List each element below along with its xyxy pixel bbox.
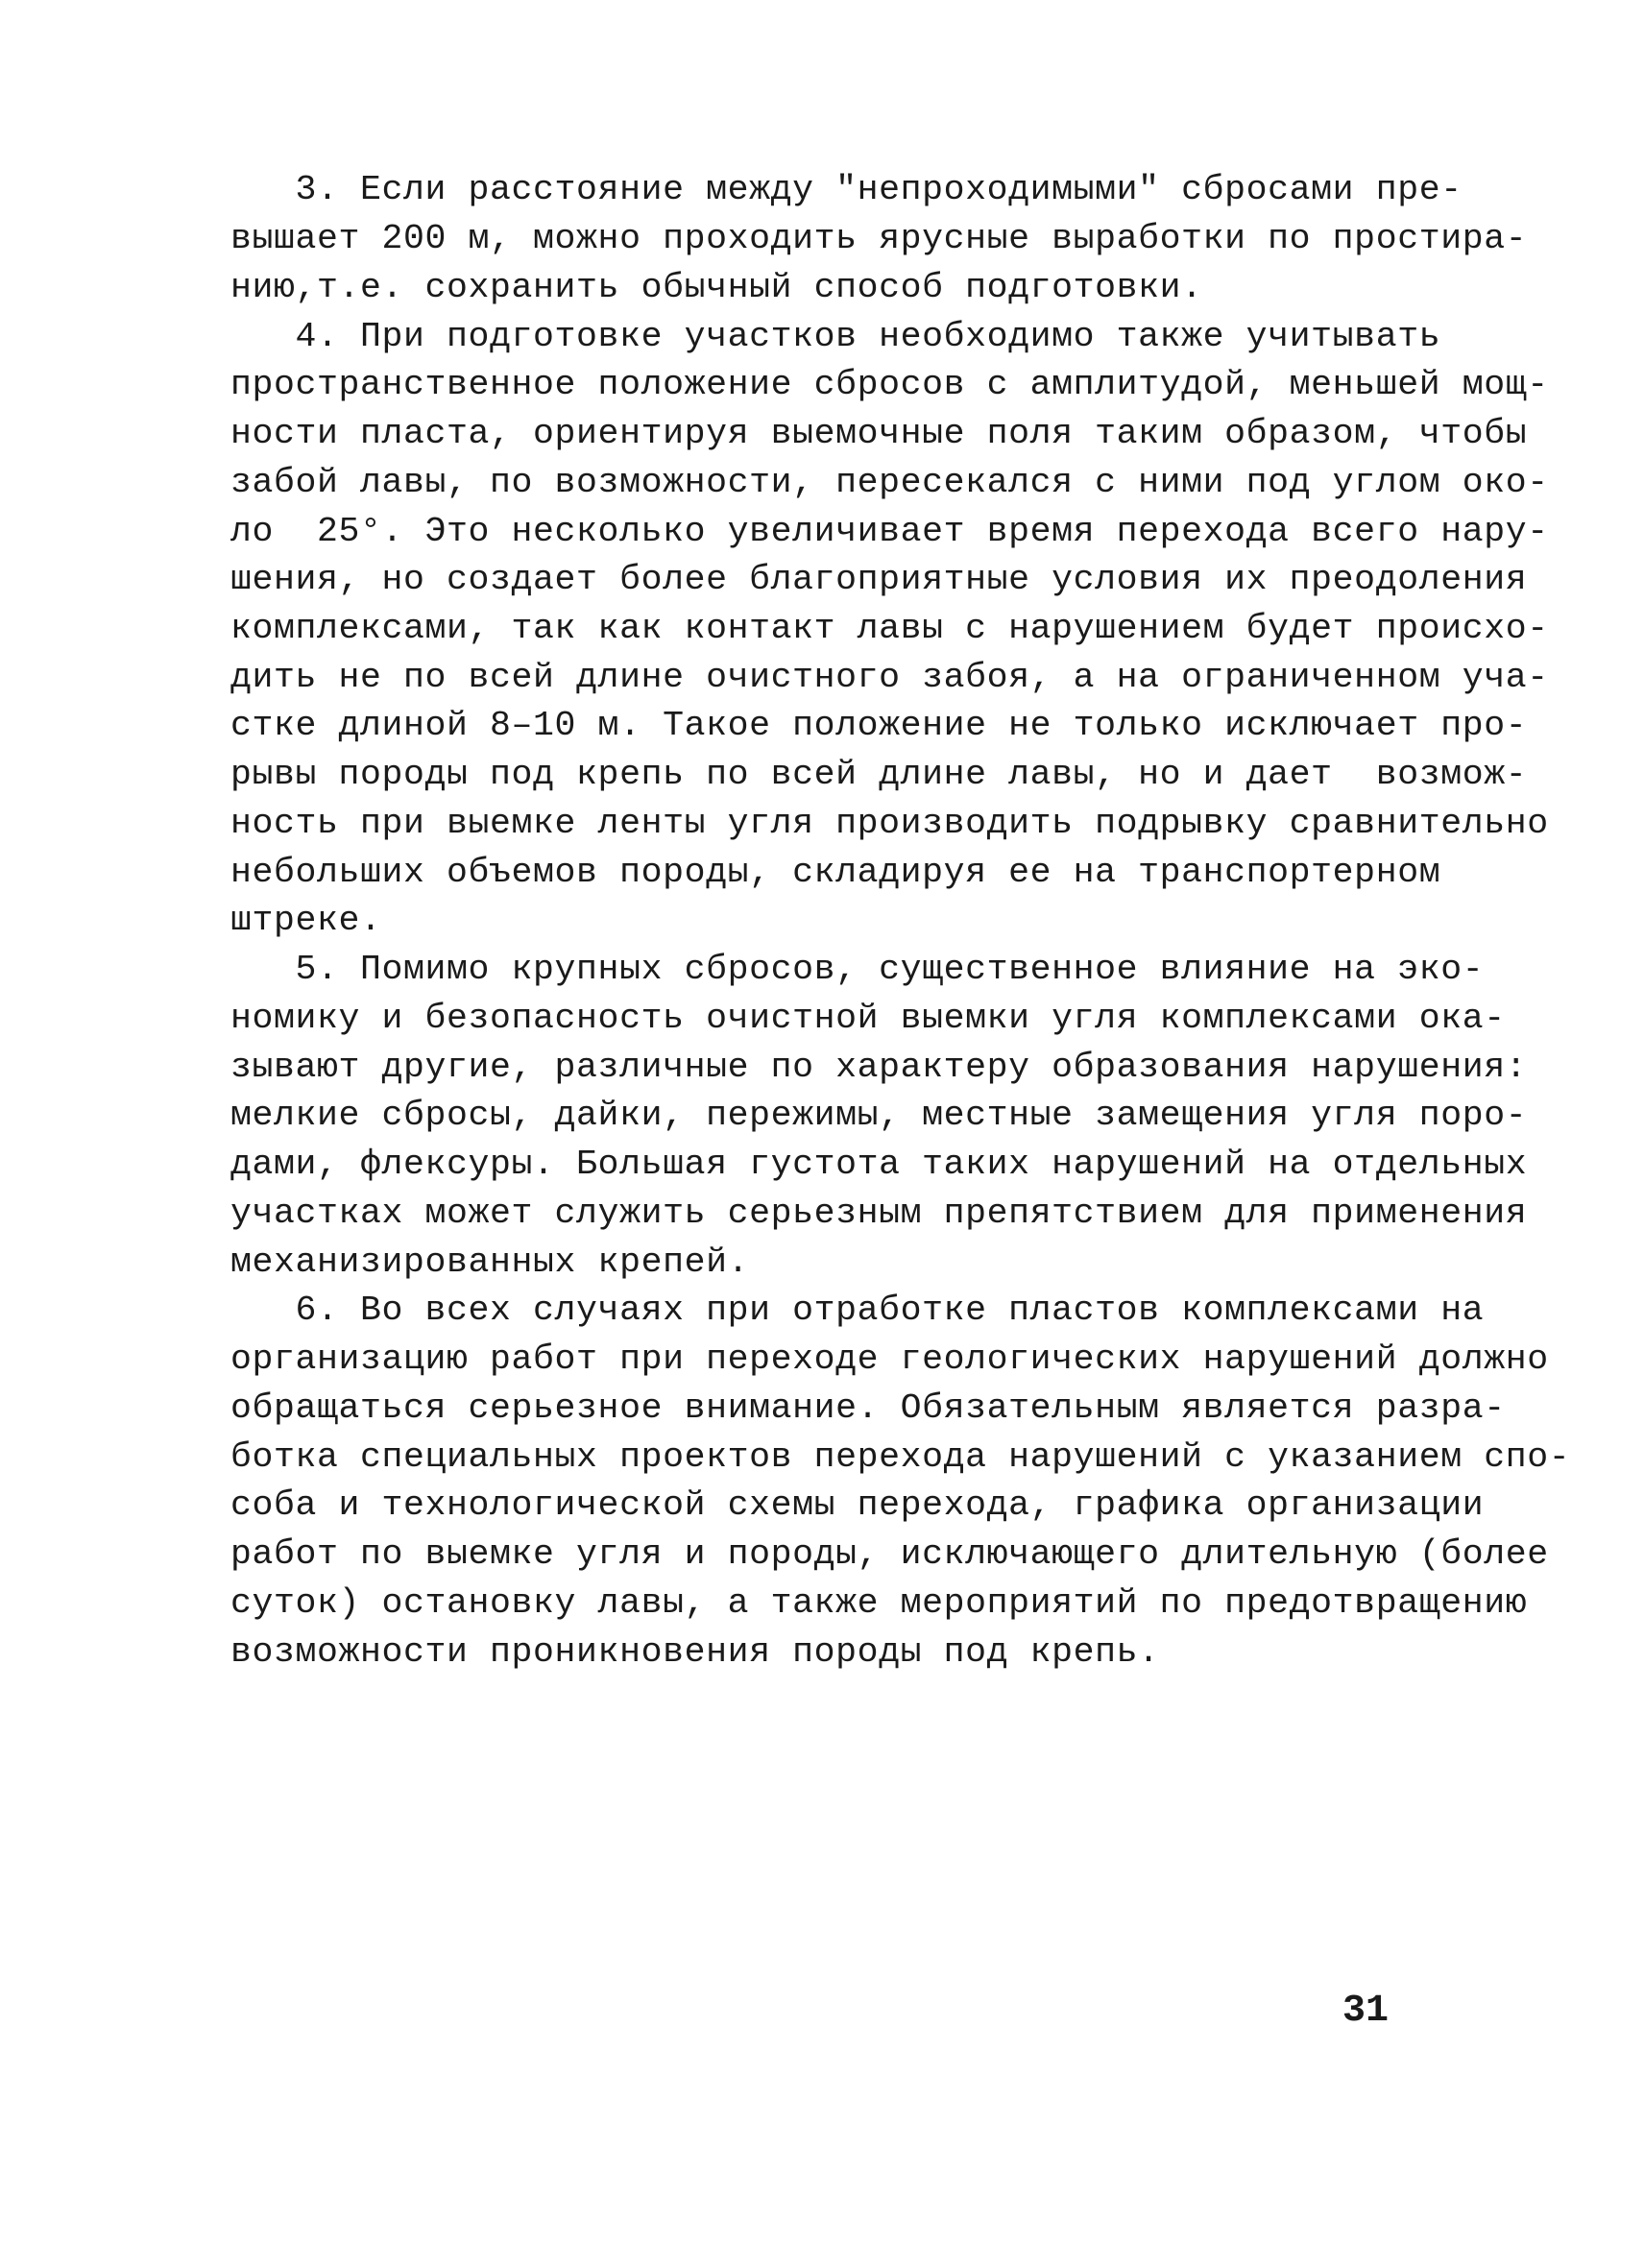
text-line: вышает 200 м, можно проходить ярусные выработки по простира- [230,219,1528,258]
text-line: номику и безопасность очистной выемки угля комплексами ока- [230,999,1506,1038]
text-line: возможности проникновения породы под крепь. [230,1632,1160,1672]
text-line: 5. Помимо крупных сбросов, существенное влияние на эко- [230,950,1485,989]
text-line: ло 25°. Это несколько увеличивает время перехода всего нару- [230,512,1549,551]
text-line: нию,т.е. сохранить обычный способ подготовки. [230,268,1203,307]
text-line: мелкие сбросы, дайки, пережимы, местные замещения угля поро- [230,1096,1528,1135]
text-line: 4. При подготовке участков необходимо также учитывать [230,317,1441,356]
text-line: обращаться серьезное внимание. Обязательным является разра- [230,1388,1506,1428]
text-line: дами, флексуры. Большая густота таких нарушений на отдельных [230,1145,1528,1184]
text-line: зывают другие, различные по характеру образования нарушения: [230,1048,1528,1087]
text-line: забой лавы, по возможности, пересекался с ними под углом око- [230,463,1549,502]
text-line: ность при выемке ленты угля производить подрывку сравнительно [230,804,1549,843]
text-line: стке длиной 8–10 м. Такое положение не только исключает про- [230,706,1528,745]
text-line: участках может служить серьезным препятствием для применения [230,1194,1528,1233]
text-line: соба и технологической схемы перехода, графика организации [230,1485,1485,1525]
text-line: рывы породы под крепь по всей длине лавы, но и дает возмож- [230,755,1528,794]
text-line: штреке. [230,901,382,940]
text-line: дить не по всей длине очистного забоя, а на ограниченном уча- [230,658,1549,697]
text-line: шения, но создает более благоприятные условия их преодоления [230,560,1528,599]
text-line: небольших объемов породы, складируя ее на транспортерном [230,853,1441,892]
text-line: пространственное положение сбросов с амплитудой, меньшей мощ- [230,365,1549,404]
text-line: ности пласта, ориентируя выемочные поля таким образом, чтобы [230,414,1528,453]
text-line: механизированных крепей. [230,1243,750,1282]
text-line: суток) остановку лавы, а также мероприятий по предотвращению [230,1583,1528,1623]
text-line: организацию работ при переходе геологических нарушений должно [230,1339,1549,1379]
text-line: 6. Во всех случаях при отработке пластов комплексами на [230,1291,1485,1330]
text-line: комплексами, так как контакт лавы с нарушением будет происхо- [230,609,1549,648]
page-number: 31 [1342,1990,1390,2033]
text-line: 3. Если расстояние между "непроходимыми" сбросами пре- [230,170,1463,209]
text-line: работ по выемке угля и породы, исключающего длительную (более [230,1534,1549,1574]
text-line: ботка специальных проектов перехода нарушений с указанием спо- [230,1437,1571,1477]
